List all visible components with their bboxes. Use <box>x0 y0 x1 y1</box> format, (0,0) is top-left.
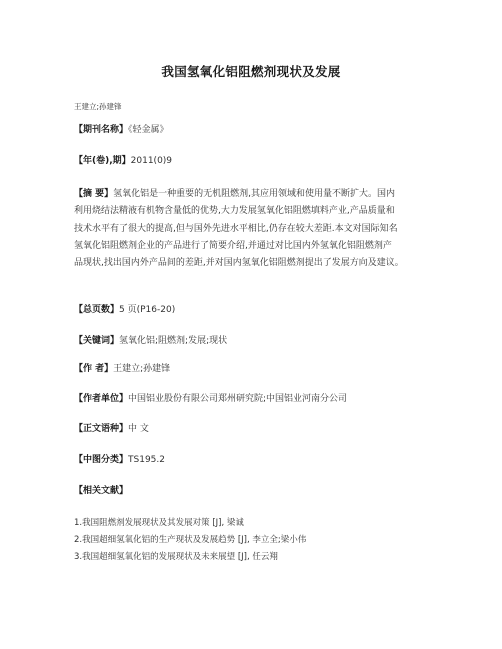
affiliation-label: 【作者单位】 <box>74 394 129 404</box>
abstract-text: 氢氧化铝是一种重要的无机阻燃剂,其应用领域和使用量不断扩大。国内 <box>113 189 396 199</box>
related-item[interactable]: 2.我国超细氢氧化铝的生产现状及发展趋势 [J], 李立全;梁小伟 <box>74 535 307 545</box>
page-title: 我国氢氧化铝阻燃剂现状及发展 <box>161 64 341 79</box>
year-issue-label: 【年(卷),期】 <box>74 156 131 166</box>
journal-field <box>74 125 169 136</box>
abstract-block <box>74 186 444 272</box>
abstract-line: 氢氧化铝阻燃剂企业的产品进行了简要介绍,并通过对比国内外氢氧化铝阻燃剂产 <box>74 240 392 251</box>
language-label: 【正文语种】 <box>74 424 129 434</box>
pages-value: 5 页(P16-20) <box>119 305 176 315</box>
related-heading <box>74 486 128 497</box>
authors-line: 王建立;孙建锋 <box>74 102 122 111</box>
classification-value: TS195.2 <box>128 455 165 465</box>
language-field <box>74 424 149 435</box>
affiliation-field <box>74 394 347 405</box>
keywords-value: 氢氧化铝;阻燃剂;发展;现状 <box>119 336 228 346</box>
journal-value: 《轻金属》 <box>128 125 169 135</box>
classification-label: 【中图分类】 <box>74 455 129 465</box>
author-field <box>74 364 170 375</box>
abstract-line: 品现状,找出国内外产品间的差距,并对国内氢氧化铝阻燃剂提出了发展方向及建议。 <box>74 258 404 269</box>
language-value: 中 文 <box>128 424 149 434</box>
journal-label: 【期刊名称】 <box>74 125 129 135</box>
pages-field <box>74 305 175 316</box>
abstract-line: 技术水平有了很大的提高,但与国外先进水平相比,仍存在较大差距.本文对国际知名 <box>74 223 398 234</box>
related-label: 【相关文献】 <box>74 486 129 496</box>
author-label: 【作 者】 <box>74 364 114 374</box>
abstract-line <box>74 186 444 203</box>
abstract-line: 利用烧结法精液有机物含量低的优势,大力发展氢氧化铝阻燃填料产业,产品质量和 <box>74 206 395 217</box>
year-issue-value: 2011(0)9 <box>130 156 173 166</box>
author-value: 王建立;孙建锋 <box>113 364 171 374</box>
related-list <box>74 515 306 566</box>
keywords-field <box>74 336 227 347</box>
keywords-label: 【关键词】 <box>74 336 120 346</box>
classification-field <box>74 455 165 466</box>
related-item[interactable]: 3.我国超细氢氧化铝的发展现状及未来展望 [J], 任云翔 <box>74 552 278 562</box>
affiliation-value: 中国铝业股份有限公司郑州研究院;中国铝业河南分公司 <box>128 394 348 404</box>
year-issue-field <box>74 156 172 167</box>
related-item[interactable]: 1.我国阻燃剂发展现状及其发展对策 [J], 梁诚 <box>74 518 244 528</box>
abstract-label: 【摘 要】 <box>74 189 114 199</box>
pages-label: 【总页数】 <box>74 305 120 315</box>
